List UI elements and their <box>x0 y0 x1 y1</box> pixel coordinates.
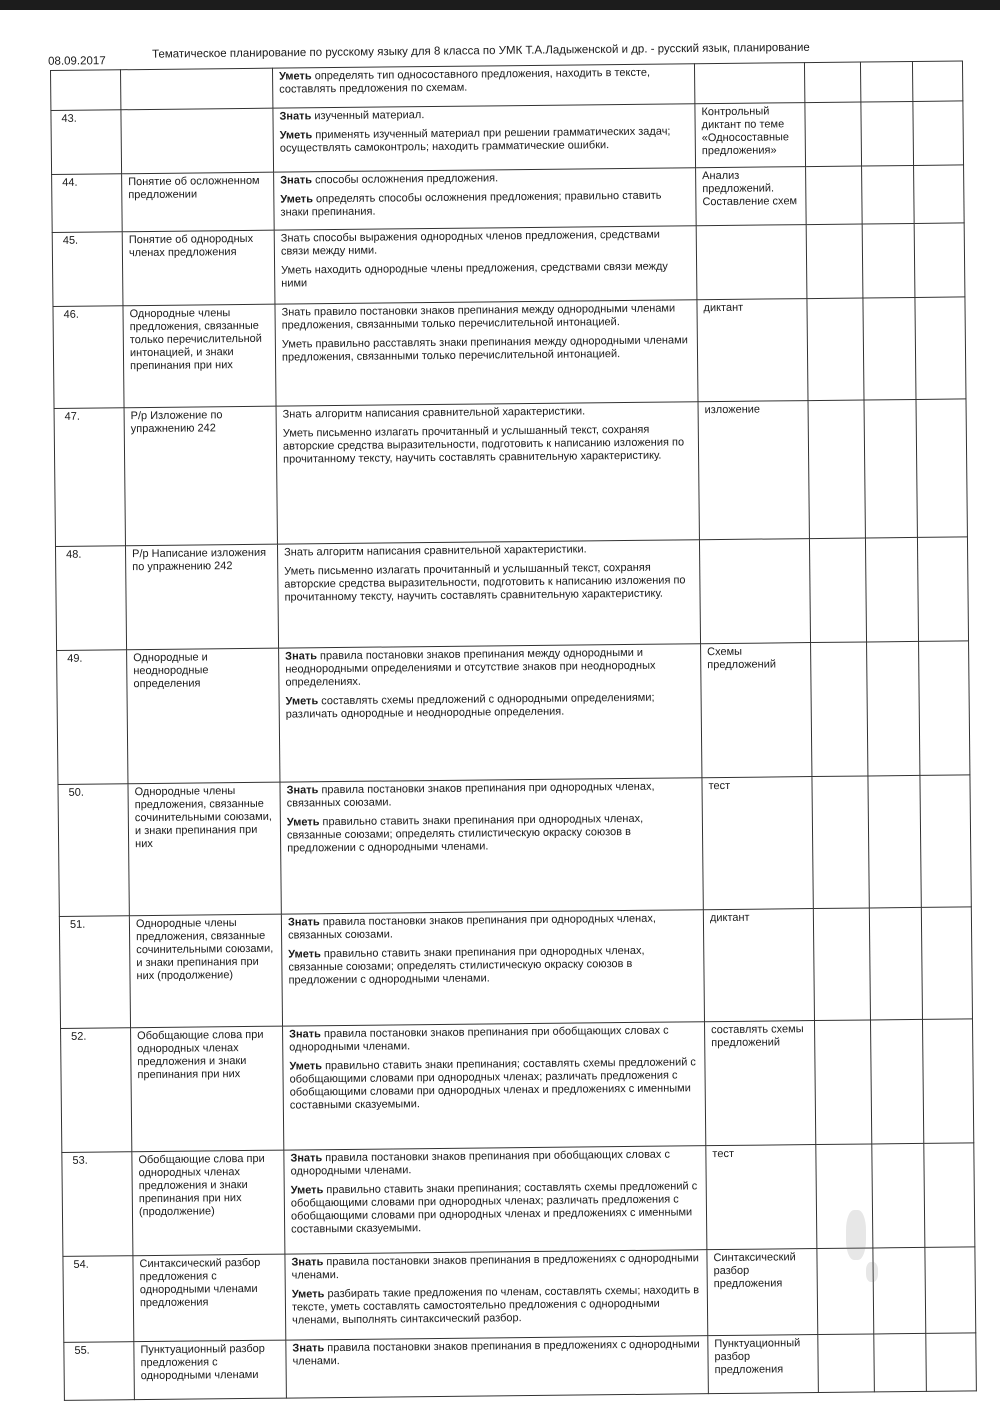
requirement-paragraph <box>284 561 693 604</box>
requirement-keyword: Знать <box>290 1152 323 1165</box>
lesson-requirements <box>276 402 699 544</box>
empty-cell <box>813 908 870 1021</box>
empty-cell <box>818 1334 875 1393</box>
lesson-requirements <box>274 226 697 304</box>
empty-cell <box>912 61 962 102</box>
empty-cell <box>914 165 965 224</box>
requirement-keyword: Уметь <box>285 695 319 708</box>
empty-cell <box>862 165 915 224</box>
empty-cell <box>865 537 918 642</box>
lesson-requirements <box>274 168 697 230</box>
requirement-paragraph <box>280 170 689 187</box>
requirement-keyword: Знать <box>280 174 313 187</box>
empty-cell <box>812 776 869 909</box>
requirement-text: правила постановки знаков препинания при обобщающих словах с однородными членами. <box>290 1148 671 1178</box>
requirement-keyword: Знать <box>285 650 318 663</box>
requirement-paragraph <box>279 106 688 123</box>
control-form: Анализ предложений. Составление схем <box>696 167 807 226</box>
requirement-text: Знать правило постановки знаков препинания между однородными членами предложения, связанными только перечислительной интонацией. <box>281 302 676 332</box>
empty-cell <box>872 1143 925 1248</box>
requirement-keyword: Знать <box>287 916 320 929</box>
lesson-requirements <box>284 1146 707 1254</box>
requirement-paragraph <box>279 66 688 96</box>
planning-table <box>50 60 977 1400</box>
table-row <box>52 223 965 307</box>
lesson-topic: Синтаксический разбор предложения с однородными членами предложения <box>133 1254 286 1342</box>
lesson-requirements <box>286 1336 709 1398</box>
requirement-paragraph <box>287 812 696 855</box>
table-row <box>54 399 967 547</box>
requirement-keyword: Уметь <box>291 1288 325 1301</box>
table-row <box>52 165 965 233</box>
empty-cell <box>806 166 863 225</box>
control-form: диктант <box>703 909 814 1022</box>
empty-cell <box>915 297 966 400</box>
requirement-text: правила постановки знаков препинания при обобщающих словах с однородными членами. <box>289 1024 669 1054</box>
requirement-keyword: Знать <box>289 1028 321 1041</box>
control-form <box>696 225 807 300</box>
requirement-text: правильно ставить знаки препинания при однородных членах, связанные союзами; определять стилистическую окраску союзов в предложении с однородными членами. <box>286 812 644 855</box>
empty-cell <box>864 399 917 538</box>
empty-cell <box>806 224 863 299</box>
lesson-requirements <box>277 540 700 648</box>
lesson-topic: Р/р Изложение по упражнению 242 <box>124 406 277 546</box>
lesson-requirements <box>272 64 694 108</box>
requirement-text: изученный материал. <box>311 109 425 123</box>
page-title: Тематическое планирование по русскому языку для 8 класса по УМК Т.А.Ладыженской и др. - русский язык, планирование <box>151 41 810 61</box>
lesson-topic: Пунктуационный разбор предложения с однородными членами <box>134 1340 287 1400</box>
empty-cell <box>873 1247 926 1334</box>
empty-cell <box>917 537 968 642</box>
requirement-paragraph <box>281 228 690 258</box>
requirement-paragraph <box>281 302 690 332</box>
empty-cell <box>809 538 866 643</box>
table-row <box>64 1333 977 1401</box>
control-form: изложение <box>698 401 809 540</box>
lesson-requirements <box>283 1022 706 1150</box>
empty-cell <box>925 1247 976 1334</box>
empty-cell <box>921 907 972 1020</box>
requirement-paragraph <box>288 912 697 942</box>
empty-cell <box>862 223 915 298</box>
empty-cell <box>860 61 912 102</box>
requirement-keyword: Уметь <box>289 1060 323 1073</box>
requirement-text: правильно ставить знаки препинания при однородных членах, связанные союзами; определять стилистическую окраску союзов в предложении с однородными членами. <box>288 944 645 987</box>
table-row <box>58 775 971 917</box>
control-form <box>694 63 804 104</box>
table-row <box>63 1247 976 1343</box>
lesson-topic <box>121 68 273 110</box>
requirement-paragraph <box>281 260 690 290</box>
lesson-requirements <box>275 300 698 406</box>
empty-cell <box>867 641 920 776</box>
empty-cell <box>919 641 970 776</box>
requirement-paragraph <box>288 944 697 987</box>
requirement-text: способы осложнения предложения. <box>311 172 499 187</box>
control-form: диктант <box>697 299 808 402</box>
control-form <box>699 539 810 644</box>
lesson-requirements <box>281 910 704 1026</box>
empty-cell <box>914 223 965 298</box>
scan-top-edge <box>0 0 1000 10</box>
empty-cell <box>916 399 967 538</box>
requirement-text: разбирать такие предложения по членам, составлять схемы; находить в тексте, уметь составлять самостоятельно предложения с однородными членами, выполнять синтаксический разбор. <box>291 1284 700 1327</box>
table-row <box>53 297 966 409</box>
lesson-requirements <box>285 1250 708 1340</box>
requirement-text: правила постановки знаков препинания в предложениях с однородными членами. <box>292 1338 700 1368</box>
lesson-topic: Обобщающие слова при однородных членах предложения и знаки препинания при них (продолжение) <box>132 1150 285 1256</box>
lesson-topic: Понятие об однородных членах предложения <box>122 230 275 306</box>
lesson-requirements <box>280 778 703 914</box>
empty-cell <box>869 907 922 1020</box>
table-row <box>57 641 970 785</box>
lesson-topic: Однородные члены предложения, связанные только перечислительной интонацией, и знаки препинания при них <box>123 304 276 408</box>
requirement-text: Знать способы выражения однородных членов предложения, средствами связи между ними. <box>280 228 660 258</box>
control-form: тест <box>702 777 813 910</box>
requirement-paragraph <box>280 189 689 219</box>
requirement-keyword: Знать <box>291 1256 324 1269</box>
requirement-paragraph <box>280 125 689 155</box>
lesson-number: 43. <box>51 110 122 175</box>
lesson-number: 46. <box>53 306 124 409</box>
table-row <box>59 907 972 1029</box>
lesson-number: 48. <box>55 546 126 651</box>
control-form: Пунктуационный разбор предложения <box>708 1335 819 1394</box>
requirement-text: Уметь находить однородные члены предложения, средствами связи между ними <box>281 260 668 290</box>
control-form: Схемы предложений <box>701 643 812 778</box>
requirement-text: Уметь правильно расставлять знаки препинания между однородными членами предложения, связанными только перечислительной интонацией. <box>281 334 688 364</box>
empty-cell <box>814 1020 871 1145</box>
requirement-keyword: Знать <box>279 110 312 123</box>
lesson-number: 54. <box>63 1256 134 1343</box>
planning-sheet <box>50 60 976 1400</box>
requirement-keyword: Уметь <box>279 70 312 83</box>
requirement-paragraph <box>289 1024 698 1054</box>
requirement-paragraph <box>289 1056 699 1112</box>
requirement-text: правильно ставить знаки препинания; составлять схемы предложений с обобщающими словами при однородных членах; различать предложения с обобщающими словами при однородных членах и предложениях с именными составными сказуемыми. <box>289 1056 696 1112</box>
requirement-paragraph <box>292 1338 701 1368</box>
requirement-keyword: Знать <box>292 1342 325 1355</box>
lesson-number: 55. <box>64 1342 135 1401</box>
planning-table-body <box>51 61 977 1400</box>
requirement-text: правила постановки знаков препинания между однородными и неоднородными определениями и отсутствие знаков при неоднородных определениях. <box>285 646 656 689</box>
requirement-paragraph <box>286 691 695 721</box>
table-row <box>61 1019 974 1153</box>
requirement-paragraph <box>282 334 691 364</box>
lesson-requirements <box>279 644 702 782</box>
empty-cell <box>811 642 868 777</box>
control-form: Контрольный диктант по теме «Односоставные предложения» <box>695 103 806 168</box>
requirement-keyword: Уметь <box>290 1184 324 1197</box>
lesson-number <box>51 70 121 111</box>
requirement-text: применять изученный материал при решении грамматических задач; осуществлять самоконтроль; находить грамматические ошибки. <box>279 125 671 155</box>
lesson-topic: Понятие об осложненном предложении <box>122 172 275 232</box>
empty-cell <box>863 297 916 400</box>
empty-cell <box>920 775 971 908</box>
table-row <box>55 537 968 651</box>
requirement-paragraph <box>292 1284 701 1327</box>
requirement-paragraph <box>284 542 693 559</box>
requirement-text: определять тип односоставного предложения, находить в тексте, составлять предложения по схемам. <box>279 66 651 96</box>
table-row <box>51 101 964 175</box>
lesson-topic: Р/р Написание изложения по упражнению 242 <box>125 544 278 650</box>
empty-cell <box>926 1333 977 1392</box>
empty-cell <box>808 400 865 539</box>
control-form: тест <box>706 1145 817 1250</box>
requirement-paragraph <box>283 404 692 421</box>
control-form: Синтаксический разбор предложения <box>707 1249 818 1336</box>
requirement-text: правильно ставить знаки препинания; составлять схемы предложений с обобщающими словами при однородных членах; различать предложения с обобщающими словами при однородных членах и предложениях с именными составными сказуемыми. <box>290 1180 698 1236</box>
empty-cell <box>817 1248 874 1335</box>
print-date: 08.09.2017 <box>48 55 106 68</box>
requirement-text: правила постановки знаков препинания при однородных членах, связанных союзами. <box>286 780 655 810</box>
lesson-number: 47. <box>54 408 125 547</box>
scan-smudge <box>866 1262 878 1282</box>
requirement-text: составлять схемы предложений с однородными определениями; различать однородные и неоднородные определения. <box>285 691 655 721</box>
lesson-number: 53. <box>62 1152 133 1257</box>
lesson-topic: Однородные члены предложения, связанные сочинительными союзами, и знаки препинания при них <box>128 782 281 916</box>
requirement-text: Уметь письменно излагать прочитанный и услышанный текст, сохраняя авторские средства выразительности, подготовить к написанию изложения по прочитанному тексту, научить составлять сравнительную характеристику. <box>284 561 686 604</box>
requirement-paragraph <box>291 1180 701 1236</box>
requirement-paragraph <box>291 1252 700 1282</box>
requirement-paragraph <box>283 423 692 466</box>
requirement-keyword: Уметь <box>279 129 313 142</box>
requirement-keyword: Знать <box>286 784 319 797</box>
requirement-text: правила постановки знаков препинания при однородных членах, связанных союзами. <box>288 912 656 942</box>
lesson-number: 49. <box>57 650 128 785</box>
empty-cell <box>861 101 914 166</box>
lesson-number: 51. <box>59 916 130 1029</box>
lesson-topic: Однородные члены предложения, связанные сочинительными союзами, и знаки препинания при них (продолжение) <box>129 914 282 1028</box>
lesson-number: 44. <box>52 174 123 233</box>
requirement-text: Знать алгоритм написания сравнительной характеристики. <box>282 405 586 421</box>
requirement-text: правила постановки знаков препинания в предложениях с однородными членами. <box>291 1252 699 1282</box>
table-row <box>62 1143 975 1257</box>
empty-cell <box>804 62 860 103</box>
lesson-topic: Однородные и неоднородные определения <box>127 648 280 784</box>
requirement-paragraph <box>286 780 695 810</box>
requirement-text: Знать алгоритм написания сравнительной характеристики. <box>284 543 587 559</box>
control-form: составлять схемы предложений <box>705 1021 816 1146</box>
empty-cell <box>805 102 862 167</box>
requirement-keyword: Уметь <box>288 948 321 961</box>
lesson-requirements <box>273 104 696 172</box>
empty-cell <box>807 298 864 401</box>
lesson-number: 50. <box>58 784 129 917</box>
empty-cell <box>868 775 921 908</box>
empty-cell <box>924 1143 975 1248</box>
lesson-topic <box>121 108 274 174</box>
empty-cell <box>874 1333 927 1392</box>
requirement-paragraph <box>290 1148 699 1178</box>
requirement-keyword: Уметь <box>280 193 313 206</box>
requirement-paragraph <box>285 646 694 689</box>
lesson-topic: Обобщающие слова при однородных членах предложения и знаки препинания при них <box>131 1026 284 1152</box>
lesson-number: 45. <box>52 232 123 307</box>
page-header <box>22 40 982 68</box>
empty-cell <box>922 1019 973 1144</box>
requirement-keyword: Уметь <box>286 816 320 829</box>
scan-smudge <box>846 1210 866 1260</box>
lesson-number: 52. <box>61 1028 132 1153</box>
empty-cell <box>870 1019 923 1144</box>
requirement-text: Уметь письменно излагать прочитанный и услышанный текст, сохраняя авторские средства выразительности, подготовить к написанию изложения по прочитанному тексту, научить составлять сравнительную характеристику. <box>282 423 685 466</box>
empty-cell <box>913 101 964 166</box>
requirement-text: определять способы осложнения предложения; правильно ставить знаки препинания. <box>280 189 662 219</box>
